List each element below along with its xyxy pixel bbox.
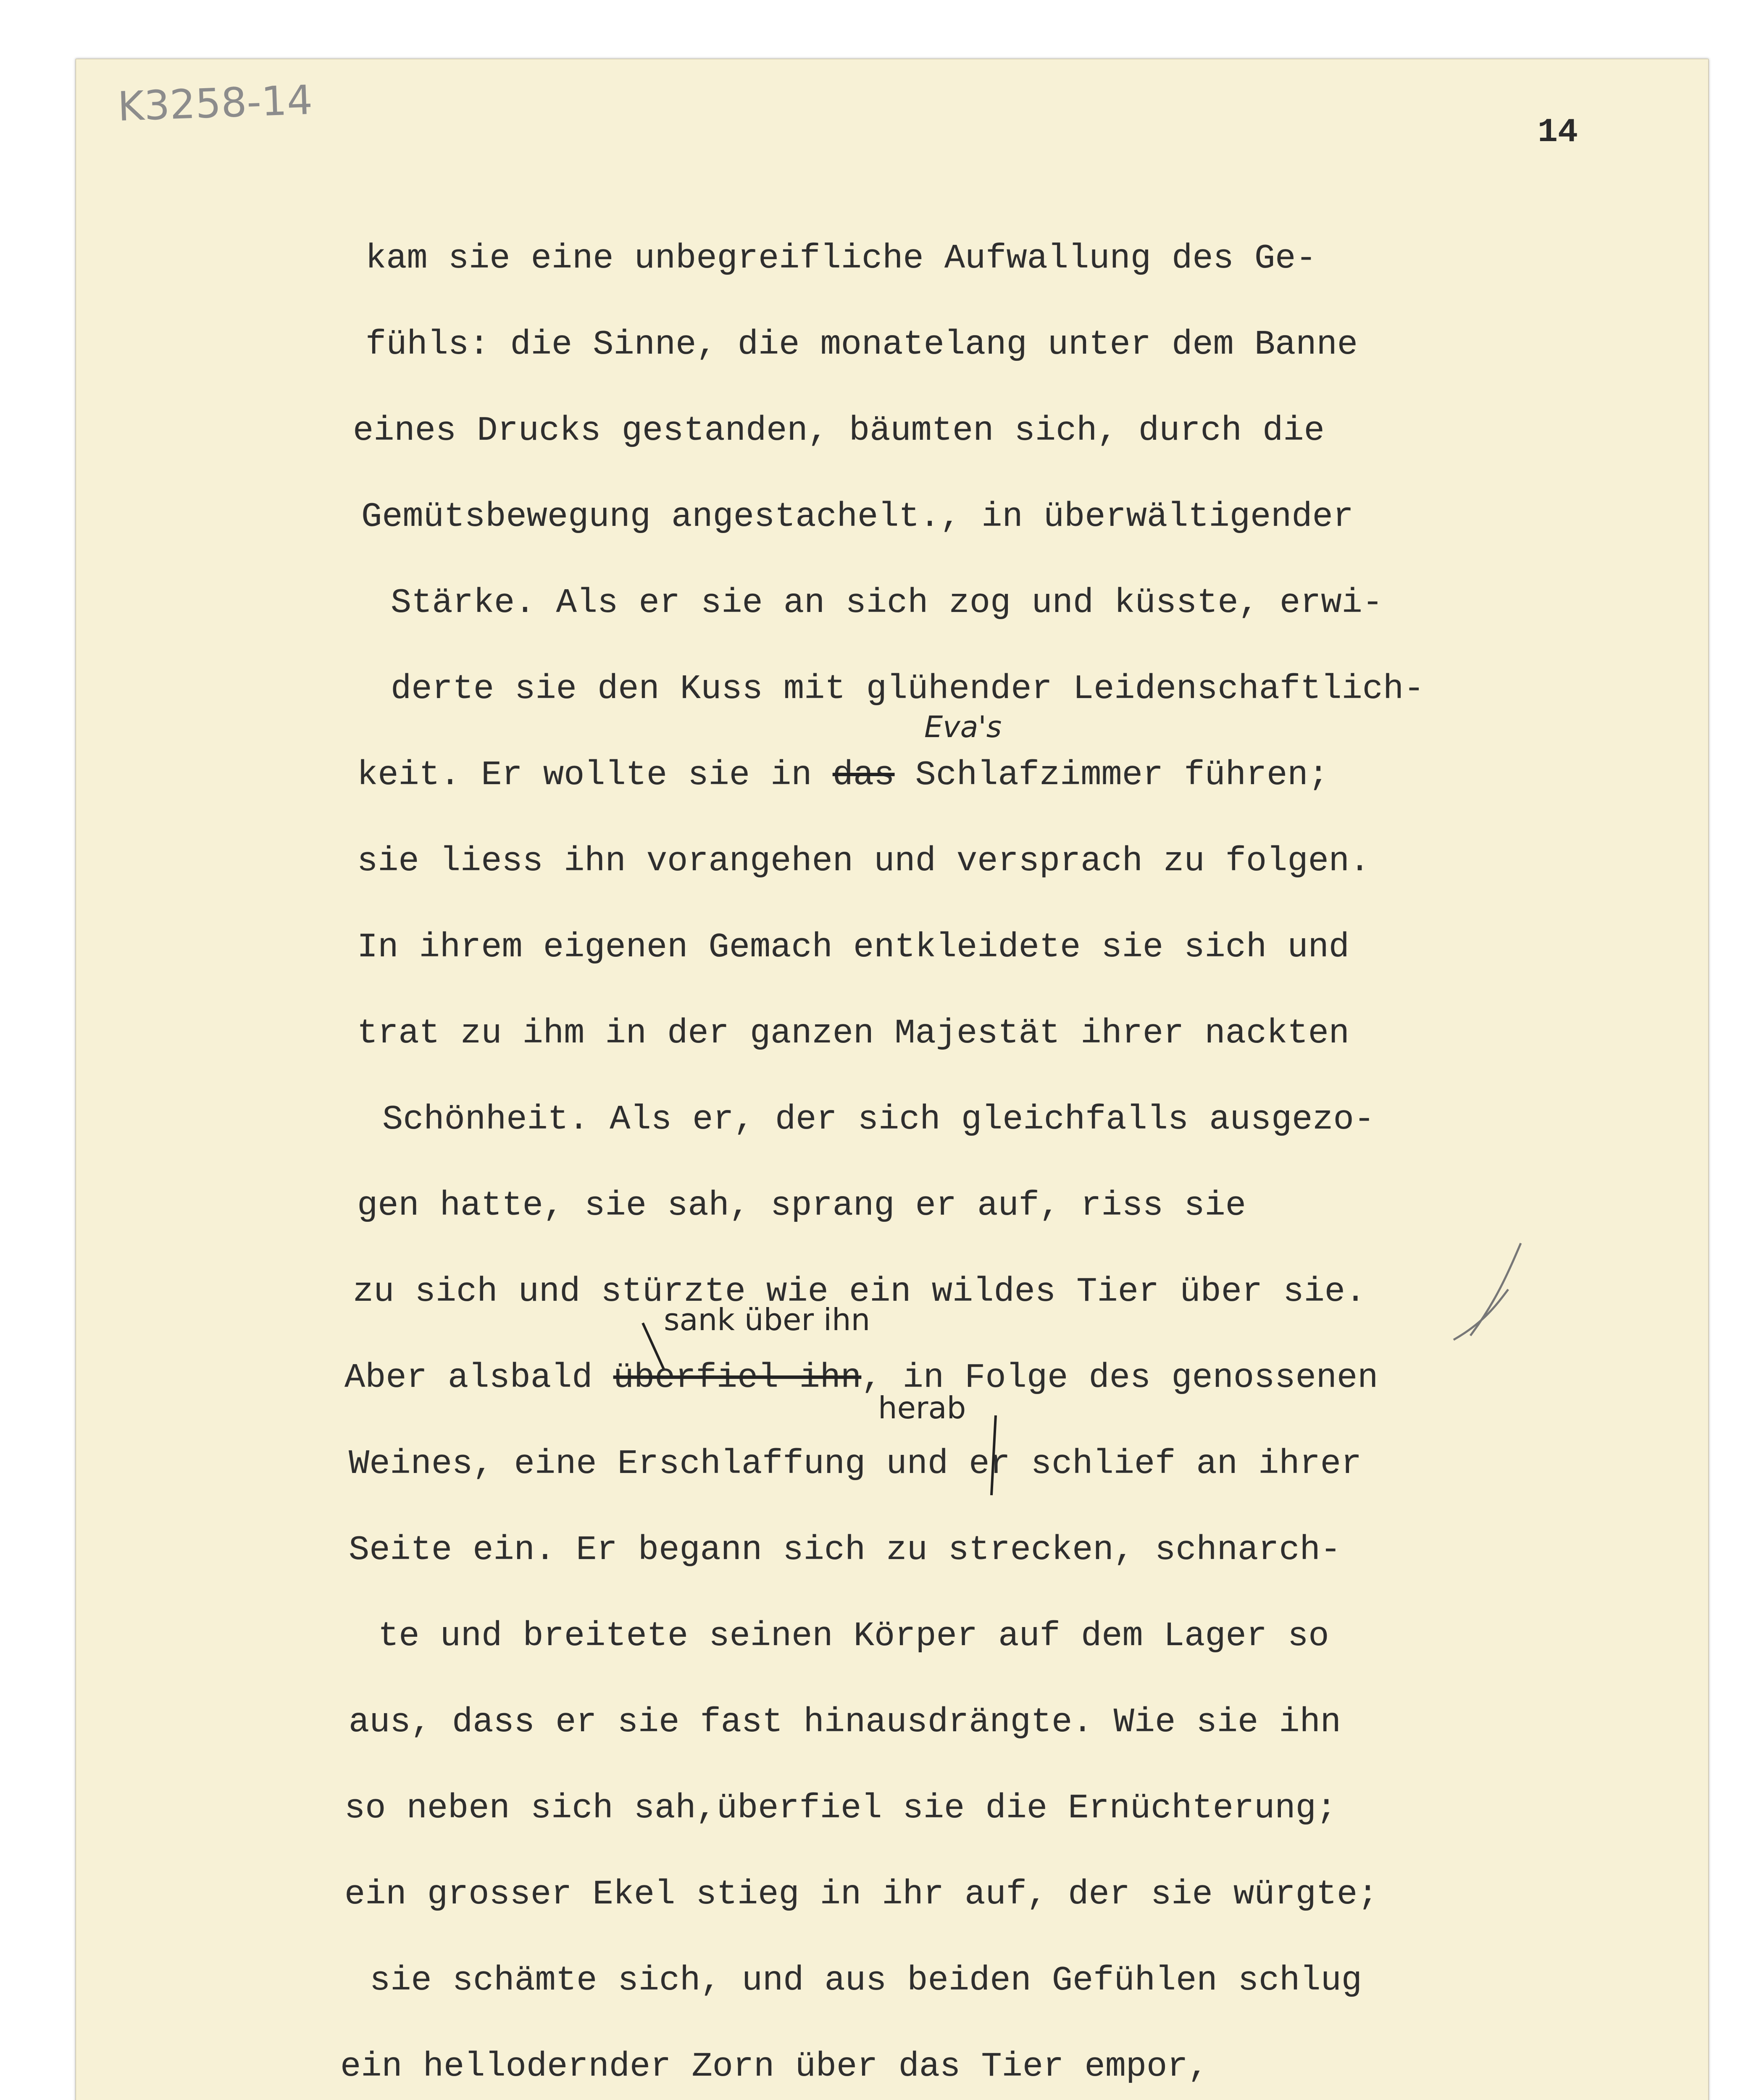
typed-line: Stärke. Als er sie an sich zog und küsste, erwi- <box>391 583 1383 622</box>
typed-line: Weines, eine Erschlaffung und er schlief an ihrer <box>349 1444 1362 1483</box>
typed-text: keit. Er wollte sie in <box>357 756 833 795</box>
typed-line: fühls: die Sinne, die monatelang unter dem Banne <box>365 325 1358 364</box>
typed-line <box>357 758 1329 793</box>
page-number: 14 <box>1538 113 1578 152</box>
typed-line <box>344 1358 1378 1397</box>
typed-text: , in Folge des genossenen <box>861 1358 1378 1397</box>
typed-line: In ihrem eigenen Gemach entkleidete sie sich und <box>357 928 1349 967</box>
typed-line: Schönheit. Als er, der sich gleichfalls ausgezo- <box>382 1100 1375 1139</box>
typed-line: trat zu ihm in der ganzen Majestät ihrer nackten <box>357 1014 1349 1053</box>
typed-line: so neben sich sah,überfiel sie die Ernüchterung; <box>344 1789 1337 1828</box>
typed-line: zu sich und stürzte wie ein wildes Tier über sie. <box>353 1272 1366 1311</box>
typed-line: gen hatte, sie sah, sprang er auf, riss sie <box>357 1186 1246 1225</box>
typed-line: ein hellodernder Zorn über das Tier empor, <box>340 2047 1209 2086</box>
typed-line: aus, dass er sie fast hinausdrängte. Wie sie ihn <box>349 1703 1341 1742</box>
typed-line: te und breitete seinen Körper auf dem Lager so <box>378 1617 1329 1656</box>
handwritten-insertion-eva: Eva's <box>924 710 1002 744</box>
struck-text: überfiel ihn <box>613 1358 862 1397</box>
typed-line: derte sie den Kuss mit glühender Leidenschaftlich- <box>391 669 1425 709</box>
typed-text: Schlafzimmer führen; <box>894 756 1329 795</box>
typed-line: kam sie eine unbegreifliche Aufwallung des Ge- <box>365 239 1317 278</box>
typed-line: sie liess ihn vorangehen und versprach zu folgen. <box>357 842 1370 881</box>
struck-text: das <box>832 756 895 795</box>
typed-line: Seite ein. Er begann sich zu strecken, schnarch- <box>349 1530 1341 1570</box>
typed-line: sie schämte sich, und aus beiden Gefühlen schlug <box>370 1961 1362 2000</box>
typed-line: Gemütsbewegung angestachelt., in überwältigender <box>361 497 1354 536</box>
handwritten-insertion-sank: sank über ihn <box>664 1302 870 1337</box>
typed-line: eines Drucks gestanden, bäumten sich, durch die <box>353 411 1325 450</box>
handwritten-insertion-herab: herab <box>878 1390 966 1425</box>
typed-line: ein grosser Ekel stieg in ihr auf, der sie würgte; <box>344 1875 1378 1914</box>
archive-id: K3258-14 <box>117 76 313 131</box>
typed-text: Aber alsbald <box>344 1358 613 1397</box>
pencil-correction-mark <box>1445 1239 1529 1348</box>
